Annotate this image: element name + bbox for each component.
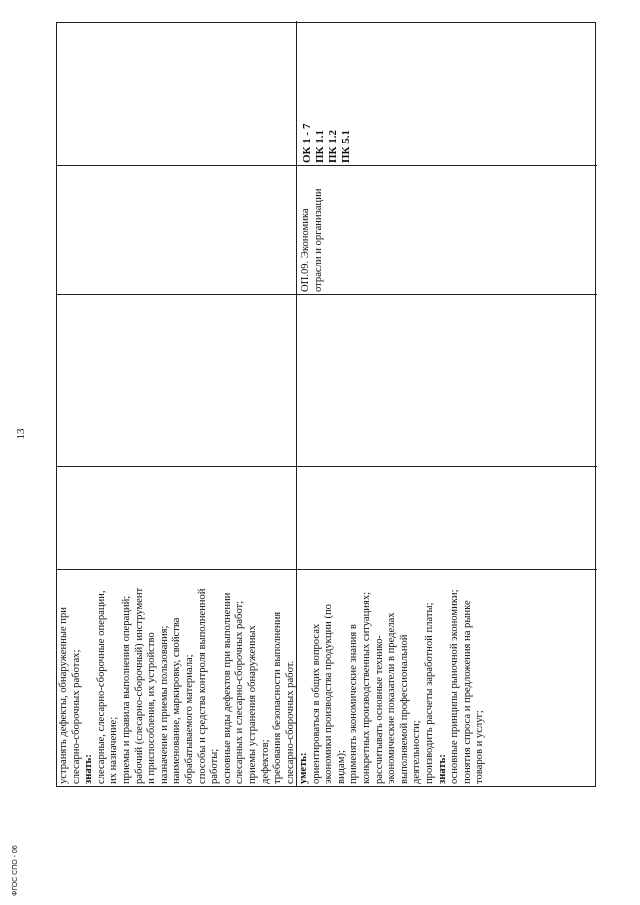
- text-line: экономики производства продукции (по: [323, 604, 335, 784]
- text-line: их назначение;: [108, 716, 120, 784]
- text-line: ПК 5.1: [340, 129, 352, 163]
- text-line: рабочий (слесарно-сборочный) инструмент: [133, 587, 145, 784]
- text-line: производить расчеты заработной платы;: [423, 602, 435, 784]
- text-line: экономические показатели в пределах: [386, 612, 398, 784]
- text-line: дефектов;: [259, 739, 271, 784]
- text-line: ориентироваться в общих вопросах: [310, 623, 322, 784]
- text-line: отрасли и организации: [312, 188, 324, 292]
- text-line: слесарных и слесарно-сборочных работ;: [234, 600, 246, 784]
- column-divider: [57, 466, 597, 467]
- skills-cell: [58, 570, 296, 784]
- text-line: ОК 1 - 7: [301, 123, 313, 163]
- text-line: слесарно-сборочных работ.: [284, 660, 296, 784]
- text-line: уметь:: [298, 752, 309, 784]
- text-line: требования безопасности выполнения: [272, 611, 284, 784]
- text-line: ПК 1.2: [327, 129, 339, 163]
- text-line: понятия спроса и предложения на рынке: [461, 600, 473, 784]
- text-line: приемы и правила выполнения операций;: [120, 595, 132, 784]
- text-line: наименование, маркировку, свойства: [171, 617, 183, 784]
- text-line: применять экономические знания в: [348, 624, 360, 784]
- text-line: ПК 1.1: [314, 129, 326, 163]
- text-line: основные принципы рыночной экономики;: [449, 589, 461, 784]
- text-line: устранять дефекты, обнаруженные при: [58, 607, 69, 784]
- page-number: 13: [15, 428, 27, 440]
- text-line: работы;: [209, 748, 221, 784]
- competence-table: [56, 22, 596, 787]
- text-line: способы и средства контроля выполненной: [196, 588, 208, 784]
- text-line: слесарно-сборочных работах;: [70, 649, 82, 784]
- discipline-cell: [300, 167, 360, 292]
- text-line: основные виды дефектов при выполнении: [221, 592, 233, 784]
- column-divider: [57, 165, 597, 166]
- text-line: слесарные, слесарно-сборочные операции,: [95, 590, 107, 784]
- text-line: выполняемой профессиональной: [398, 634, 410, 784]
- text-line: деятельности;: [411, 720, 423, 784]
- text-line: и приспособления, их устройство: [146, 632, 158, 784]
- text-line: назначение и приемы пользования;: [158, 625, 170, 784]
- text-line: товаров и услуг;: [474, 710, 486, 784]
- footer-label: ФГОС СПО - 06: [12, 845, 19, 896]
- text-line: знать:: [83, 754, 95, 784]
- rotated-page: [15, 17, 600, 885]
- text-line: ОП.09. Экономика: [300, 208, 311, 292]
- text-line: видам);: [335, 750, 347, 784]
- column-divider: [57, 294, 597, 295]
- competence-codes-cell: [301, 23, 371, 163]
- text-line: рассчитывать основные технико-: [373, 635, 385, 784]
- text-line: конкретных производственных ситуациях;: [360, 591, 372, 784]
- text-line: приемы устранения обнаруженных: [246, 625, 258, 784]
- text-line: обрабатываемого материала;: [183, 654, 195, 784]
- text-line: знать:: [436, 754, 448, 784]
- skills-cell: [298, 570, 596, 784]
